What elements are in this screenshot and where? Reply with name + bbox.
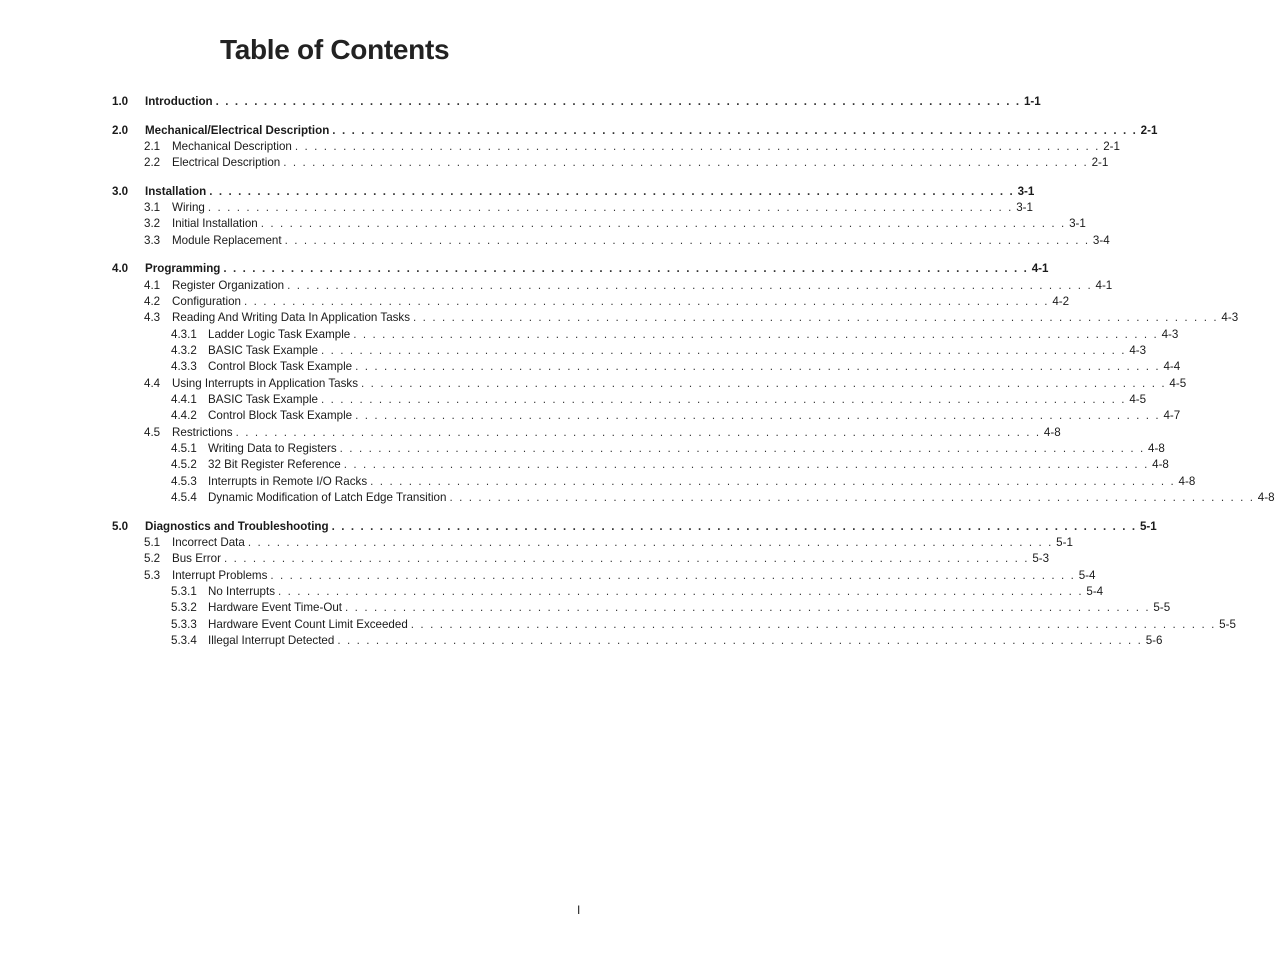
toc-subsection-entry[interactable]	[112, 392, 1147, 408]
toc-subsection-entry[interactable]	[112, 474, 1196, 490]
toc-entry-title: Mechanical/Electrical Description	[145, 123, 332, 139]
toc-entry-leader	[208, 474, 1196, 490]
toc-section-entry[interactable]	[112, 216, 1086, 232]
toc-entry-page: 5-6	[1145, 634, 1163, 648]
toc-entry-page: 2-1	[1140, 123, 1158, 137]
toc-entry-title: Hardware Event Time-Out	[208, 600, 345, 616]
toc-section-entry[interactable]	[112, 139, 1120, 155]
toc-entry-page: 4-8	[1043, 425, 1061, 439]
toc-entry-number: 4.4.1	[171, 393, 197, 407]
toc-entry-number: 4.5.3	[171, 474, 197, 488]
toc-entry-leader	[208, 343, 1147, 359]
toc-entry-title: Introduction	[145, 94, 216, 110]
toc-entry-leader	[208, 408, 1181, 424]
toc-entry-page: 3-1	[1016, 201, 1033, 215]
toc-entry-title: Module Replacement	[172, 233, 285, 249]
toc-entry-leader	[172, 376, 1187, 392]
toc-entry-title: Using Interrupts in Application Tasks	[172, 376, 361, 392]
toc-entry-title: Electrical Description	[172, 155, 283, 171]
toc-chapter-entry[interactable]	[112, 519, 1157, 535]
toc-entry-leader	[172, 568, 1096, 584]
toc-entry-page: 4-3	[1161, 327, 1179, 341]
toc-entry-page: 4-8	[1152, 458, 1169, 472]
dot-leader: . . . . . . . . . . . . . . . . . . . . . . . . . . . . . . . . . . . . . . . . . . . . . . . . . . . . . . . . . . . . . . . . . . . . . . . . . . . . . . . . . . . .	[320, 344, 1127, 358]
toc-entry-leader	[172, 155, 1109, 171]
toc-entry-number: 4.1	[144, 278, 161, 292]
toc-entry-page: 3-4	[1092, 233, 1110, 247]
toc-entry-page: 4-7	[1163, 409, 1181, 423]
toc-section-entry[interactable]	[112, 155, 1109, 171]
toc-subsection-entry[interactable]	[112, 457, 1169, 473]
dot-leader: . . . . . . . . . . . . . . . . . . . . . . . . . . . . . . . . . . . . . . . . . . . . . . . . . . . . . . . . . . . . . . . . . . . . . . . . . . . . . . . . . . . .	[284, 233, 1090, 247]
dot-leader: . . . . . . . . . . . . . . . . . . . . . . . . . . . . . . . . . . . . . . . . . . . . . . . . . . . . . . . . . . . . . . . . . . . . . . . . . . . . . . . . . . . .	[260, 217, 1066, 231]
toc-entry-leader	[172, 310, 1239, 326]
toc-entry-number: 5.0	[112, 519, 129, 533]
toc-entry-number: 4.2	[144, 295, 161, 308]
toc-entry-leader	[172, 200, 1033, 216]
toc-entry-leader	[172, 278, 1113, 294]
toc-entry-title: Reading And Writing Data In Application Tasks	[172, 310, 413, 326]
toc-entry-leader	[208, 633, 1163, 649]
toc-entry-number: 2.2	[144, 156, 161, 170]
toc-entry-leader	[145, 519, 1157, 535]
toc-entry-number: 4.3.3	[171, 360, 197, 374]
toc-chapter-group	[112, 519, 1236, 650]
toc-entry-title: Configuration	[172, 294, 244, 310]
toc-entry-title: No Interrupts	[208, 584, 278, 600]
toc-entry-number: 3.0	[112, 184, 129, 198]
toc-entry-page: 4-8	[1257, 491, 1275, 505]
toc-entry-leader	[145, 123, 1158, 139]
toc-chapter-entry[interactable]	[112, 184, 1035, 200]
toc-entry-leader	[172, 294, 1070, 310]
dot-leader: . . . . . . . . . . . . . . . . . . . . . . . . . . . . . . . . . . . . . . . . . . . . . . . . . . . . . . . . . . . . . . . . . . . . . . . . . . . . . . . . . . . .	[345, 601, 1151, 615]
dot-leader: . . . . . . . . . . . . . . . . . . . . . . . . . . . . . . . . . . . . . . . . . . . . . . . . . . . . . . . . . . . . . . . . . . . . . . . . . . . . . . . . . . . .	[332, 123, 1138, 137]
toc-entry-page: 4-8	[1178, 474, 1196, 488]
toc-entry-page: 4-3	[1129, 344, 1147, 358]
toc-entry-leader	[145, 94, 1041, 110]
toc-entry-number: 2.1	[144, 139, 161, 153]
toc-section-entry[interactable]	[112, 551, 1050, 567]
toc-chapter-entry[interactable]	[112, 261, 1049, 277]
toc-entry-number: 4.4	[144, 376, 161, 390]
toc-subsection-entry[interactable]	[112, 490, 1275, 506]
toc-entry-leader	[172, 233, 1110, 249]
dot-leader: . . . . . . . . . . . . . . . . . . . . . . . . . . . . . . . . . . . . . . . . . . . . . . . . . . . . . . . . . . . . . . . . . . . . . . . . . . . . . . . . . . . .	[361, 376, 1167, 390]
toc-chapter-group	[112, 123, 1158, 172]
toc-chapter-group	[112, 261, 1275, 506]
toc-subsection-entry[interactable]	[112, 343, 1147, 359]
toc-entry-page: 2-1	[1091, 156, 1109, 170]
dot-leader: . . . . . . . . . . . . . . . . . . . . . . . . . . . . . . . . . . . . . . . . . . . . . . . . . . . . . . . . . . . . . . . . . . . . . . . . . . . . . . . . . . . .	[294, 139, 1100, 153]
toc-entry-page: 4-4	[1163, 360, 1181, 374]
toc-entry-page: 1-1	[1023, 95, 1041, 108]
toc-entry-title: Register Organization	[172, 278, 287, 294]
toc-subsection-entry[interactable]	[112, 441, 1165, 457]
toc-entry-number: 4.5.2	[171, 458, 197, 472]
dot-leader: . . . . . . . . . . . . . . . . . . . . . . . . . . . . . . . . . . . . . . . . . . . . . . . . . . . . . . . . . . . . . . . . . . . . . . . . . . . . . . . . . . . .	[353, 327, 1159, 341]
dot-leader: . . . . . . . . . . . . . . . . . . . . . . . . . . . . . . . . . . . . . . . . . . . . . . . . . . . . . . . . . . . . . . . . . . . . . . . . . . . . . . . . . . . .	[235, 425, 1041, 439]
dot-leader: . . . . . . . . . . . . . . . . . . . . . . . . . . . . . . . . . . . . . . . . . . . . . . . . . . . . . . . . . . . . . . . . . . . . . . . . . . . . . . . . . . . .	[331, 519, 1137, 533]
toc-entry-number: 5.3.1	[171, 585, 197, 599]
toc-entry-title: Ladder Logic Task Example	[208, 327, 353, 343]
dot-leader: . . . . . . . . . . . . . . . . . . . . . . . . . . . . . . . . . . . . . . . . . . . . . . . . . . . . . . . . . . . . . . . . . . . . . . . . . . . . . . . . . . . .	[413, 311, 1219, 325]
toc-entry-title: Wiring	[172, 200, 208, 216]
toc-entry-number: 4.5	[144, 425, 161, 439]
toc-entry-title: Incorrect Data	[172, 535, 248, 551]
toc-entry-leader	[172, 425, 1061, 441]
dot-leader: . . . . . . . . . . . . . . . . . . . . . . . . . . . . . . . . . . . . . . . . . . . . . . . . . . . . . . . . . . . . . . . . . . . . . . . . . . . . . . . . . . . .	[449, 491, 1255, 505]
toc-entry-leader	[208, 617, 1236, 633]
toc-subsection-entry[interactable]	[112, 600, 1171, 616]
toc-entry-title: Interrupt Problems	[172, 568, 270, 584]
toc-entry-page: 4-3	[1221, 311, 1239, 325]
toc-entry-title: Writing Data to Registers	[208, 441, 340, 457]
dot-leader: . . . . . . . . . . . . . . . . . . . . . . . . . . . . . . . . . . . . . . . . . . . . . . . . . . . . . . . . . . . . . . . . . . . . . . . . . . . . . . . . . . . .	[247, 536, 1053, 549]
toc-chapter-entry[interactable]	[112, 94, 1041, 110]
toc-entry-number: 5.3.2	[171, 601, 197, 615]
dot-leader: . . . . . . . . . . . . . . . . . . . . . . . . . . . . . . . . . . . . . . . . . . . . . . . . . . . . . . . . . . . . . . . . . . . . . . . . . . . . . . . . . . . .	[283, 156, 1089, 170]
toc-entry-leader	[145, 261, 1049, 277]
toc-entry-title: Initial Installation	[172, 216, 261, 232]
toc-entry-number: 5.3	[144, 568, 161, 582]
toc-entry-number: 4.3.2	[171, 344, 197, 358]
toc-chapter-entry[interactable]	[112, 123, 1158, 139]
toc-entry-number: 3.3	[144, 233, 161, 247]
toc-entry-leader	[172, 139, 1120, 155]
toc-entry-leader	[208, 584, 1104, 600]
toc-chapter-group	[112, 184, 1110, 249]
dot-leader: . . . . . . . . . . . . . . . . . . . . . . . . . . . . . . . . . . . . . . . . . . . . . . . . . . . . . . . . . . . . . . . . . . . . . . . . . . . . . . . . . . . .	[343, 458, 1149, 472]
dot-leader: . . . . . . . . . . . . . . . . . . . . . . . . . . . . . . . . . . . . . . . . . . . . . . . . . . . . . . . . . . . . . . . . . . . . . . . . . . . . . . . . . . . .	[207, 201, 1013, 215]
toc-entry-title: 32 Bit Register Reference	[208, 457, 344, 473]
toc-entry-page: 3-1	[1017, 184, 1035, 198]
toc-section-entry[interactable]	[112, 376, 1187, 392]
toc-entry-page: 4-8	[1148, 442, 1165, 456]
toc-entry-leader	[208, 327, 1179, 343]
toc-entry-title: Control Block Task Example	[208, 408, 355, 424]
toc-entry-page: 3-1	[1069, 217, 1086, 231]
toc-entry-leader	[208, 490, 1275, 506]
toc-subsection-entry[interactable]	[112, 359, 1181, 375]
toc-section-entry[interactable]	[112, 568, 1096, 584]
dot-leader: . . . . . . . . . . . . . . . . . . . . . . . . . . . . . . . . . . . . . . . . . . . . . . . . . . . . . . . . . . . . . . . . . . . . . . . . . . . . . . . . . . . .	[410, 617, 1216, 631]
table-of-contents	[112, 94, 1275, 662]
toc-section-entry[interactable]	[112, 233, 1110, 249]
page-title: Table of Contents	[220, 34, 450, 65]
toc-entry-number: 4.4.2	[171, 409, 197, 423]
toc-entry-title: Restrictions	[172, 425, 236, 441]
toc-entry-number: 5.1	[144, 536, 161, 549]
toc-entry-leader	[145, 184, 1035, 200]
dot-leader: . . . . . . . . . . . . . . . . . . . . . . . . . . . . . . . . . . . . . . . . . . . . . . . . . . . . . . . . . . . . . . . . . . . . . . . . . . . . . . . . . . . .	[215, 95, 1021, 108]
toc-entry-number: 3.1	[144, 201, 161, 215]
toc-entry-title: Hardware Event Count Limit Exceeded	[208, 617, 411, 633]
toc-entry-title: Installation	[145, 184, 209, 200]
toc-section-entry[interactable]	[112, 310, 1239, 326]
toc-entry-title: Interrupts in Remote I/O Racks	[208, 474, 370, 490]
toc-entry-leader	[208, 441, 1165, 457]
toc-subsection-entry[interactable]	[112, 584, 1104, 600]
dot-leader: . . . . . . . . . . . . . . . . . . . . . . . . . . . . . . . . . . . . . . . . . . . . . . . . . . . . . . . . . . . . . . . . . . . . . . . . . . . . . . . . . . . .	[270, 568, 1076, 582]
toc-section-entry[interactable]	[112, 200, 1033, 216]
toc-entry-number: 4.5.4	[171, 491, 197, 505]
toc-entry-number: 1.0	[112, 95, 129, 108]
dot-leader: . . . . . . . . . . . . . . . . . . . . . . . . . . . . . . . . . . . . . . . . . . . . . . . . . . . . . . . . . . . . . . . . . . . . . . . . . . . . . . . . . . . .	[243, 295, 1050, 308]
toc-entry-leader	[172, 216, 1086, 232]
dot-leader: . . . . . . . . . . . . . . . . . . . . . . . . . . . . . . . . . . . . . . . . . . . . . . . . . . . . . . . . . . . . . . . . . . . . . . . . . . . . . . . . . . . .	[337, 634, 1143, 648]
toc-entry-title: Dynamic Modification of Latch Edge Transition	[208, 490, 449, 506]
toc-entry-title: Bus Error	[172, 551, 224, 567]
toc-entry-leader	[172, 551, 1050, 567]
toc-entry-page: 5-1	[1056, 536, 1073, 549]
toc-entry-number: 5.3.4	[171, 634, 197, 648]
toc-entry-page: 5-3	[1032, 552, 1050, 566]
dot-leader: . . . . . . . . . . . . . . . . . . . . . . . . . . . . . . . . . . . . . . . . . . . . . . . . . . . . . . . . . . . . . . . . . . . . . . . . . . . . . . . . . . . .	[320, 393, 1127, 407]
toc-entry-leader	[208, 600, 1171, 616]
toc-section-entry[interactable]	[112, 535, 1073, 551]
toc-section-entry[interactable]	[112, 278, 1113, 294]
toc-entry-page: 5-5	[1153, 601, 1171, 615]
toc-entry-title: Control Block Task Example	[208, 359, 355, 375]
toc-entry-page: 4-5	[1169, 376, 1187, 390]
toc-entry-number: 4.5.1	[171, 442, 197, 456]
dot-leader: . . . . . . . . . . . . . . . . . . . . . . . . . . . . . . . . . . . . . . . . . . . . . . . . . . . . . . . . . . . . . . . . . . . . . . . . . . . . . . . . . . . .	[355, 409, 1161, 423]
toc-entry-page: 2-1	[1103, 139, 1120, 153]
toc-entry-leader	[208, 392, 1147, 408]
dot-leader: . . . . . . . . . . . . . . . . . . . . . . . . . . . . . . . . . . . . . . . . . . . . . . . . . . . . . . . . . . . . . . . . . . . . . . . . . . . . . . . . . . . .	[355, 360, 1161, 374]
toc-entry-page: 4-2	[1052, 295, 1070, 308]
dot-leader: . . . . . . . . . . . . . . . . . . . . . . . . . . . . . . . . . . . . . . . . . . . . . . . . . . . . . . . . . . . . . . . . . . . . . . . . . . . . . . . . . . . .	[370, 474, 1176, 488]
toc-entry-number: 4.3.1	[171, 327, 197, 341]
toc-entry-page: 4-1	[1031, 262, 1049, 276]
toc-subsection-entry[interactable]	[112, 633, 1163, 649]
toc-chapter-group	[112, 94, 1041, 110]
dot-leader: . . . . . . . . . . . . . . . . . . . . . . . . . . . . . . . . . . . . . . . . . . . . . . . . . . . . . . . . . . . . . . . . . . . . . . . . . . . . . . . . . . . .	[209, 184, 1015, 198]
toc-entry-page: 4-1	[1095, 278, 1113, 292]
page-number: I	[577, 903, 581, 917]
toc-entry-leader	[172, 535, 1073, 551]
toc-subsection-entry[interactable]	[112, 408, 1181, 424]
toc-entry-number: 4.3	[144, 311, 161, 325]
toc-subsection-entry[interactable]	[112, 617, 1236, 633]
toc-entry-title: BASIC Task Example	[208, 392, 321, 408]
toc-entry-number: 3.2	[144, 217, 161, 231]
toc-entry-page: 5-1	[1139, 519, 1157, 533]
toc-entry-leader	[208, 457, 1169, 473]
toc-entry-title: Programming	[145, 261, 223, 277]
dot-leader: . . . . . . . . . . . . . . . . . . . . . . . . . . . . . . . . . . . . . . . . . . . . . . . . . . . . . . . . . . . . . . . . . . . . . . . . . . . . . . . . . . . .	[287, 278, 1093, 292]
toc-entry-page: 5-4	[1086, 585, 1104, 599]
toc-section-entry[interactable]	[112, 294, 1070, 310]
toc-entry-title: Illegal Interrupt Detected	[208, 633, 337, 649]
toc-entry-number: 2.0	[112, 123, 129, 137]
dot-leader: . . . . . . . . . . . . . . . . . . . . . . . . . . . . . . . . . . . . . . . . . . . . . . . . . . . . . . . . . . . . . . . . . . . . . . . . . . . . . . . . . . . .	[223, 262, 1029, 276]
toc-entry-number: 5.3.3	[171, 617, 197, 631]
toc-entry-page: 4-5	[1129, 393, 1147, 407]
toc-entry-page: 5-4	[1078, 568, 1096, 582]
toc-entry-number: 5.2	[144, 552, 161, 566]
toc-entry-title: Mechanical Description	[172, 139, 295, 155]
toc-entry-title: Diagnostics and Troubleshooting	[145, 519, 332, 535]
dot-leader: . . . . . . . . . . . . . . . . . . . . . . . . . . . . . . . . . . . . . . . . . . . . . . . . . . . . . . . . . . . . . . . . . . . . . . . . . . . . . . . . . . . .	[339, 442, 1145, 456]
toc-section-entry[interactable]	[112, 425, 1061, 441]
toc-entry-page: 5-5	[1219, 617, 1236, 631]
toc-entry-number: 4.0	[112, 262, 129, 276]
toc-entry-leader	[208, 359, 1181, 375]
dot-leader: . . . . . . . . . . . . . . . . . . . . . . . . . . . . . . . . . . . . . . . . . . . . . . . . . . . . . . . . . . . . . . . . . . . . . . . . . . . . . . . . . . . .	[278, 585, 1084, 599]
dot-leader: . . . . . . . . . . . . . . . . . . . . . . . . . . . . . . . . . . . . . . . . . . . . . . . . . . . . . . . . . . . . . . . . . . . . . . . . . . . . . . . . . . . .	[223, 552, 1030, 566]
toc-entry-title: BASIC Task Example	[208, 343, 321, 359]
toc-subsection-entry[interactable]	[112, 327, 1179, 343]
